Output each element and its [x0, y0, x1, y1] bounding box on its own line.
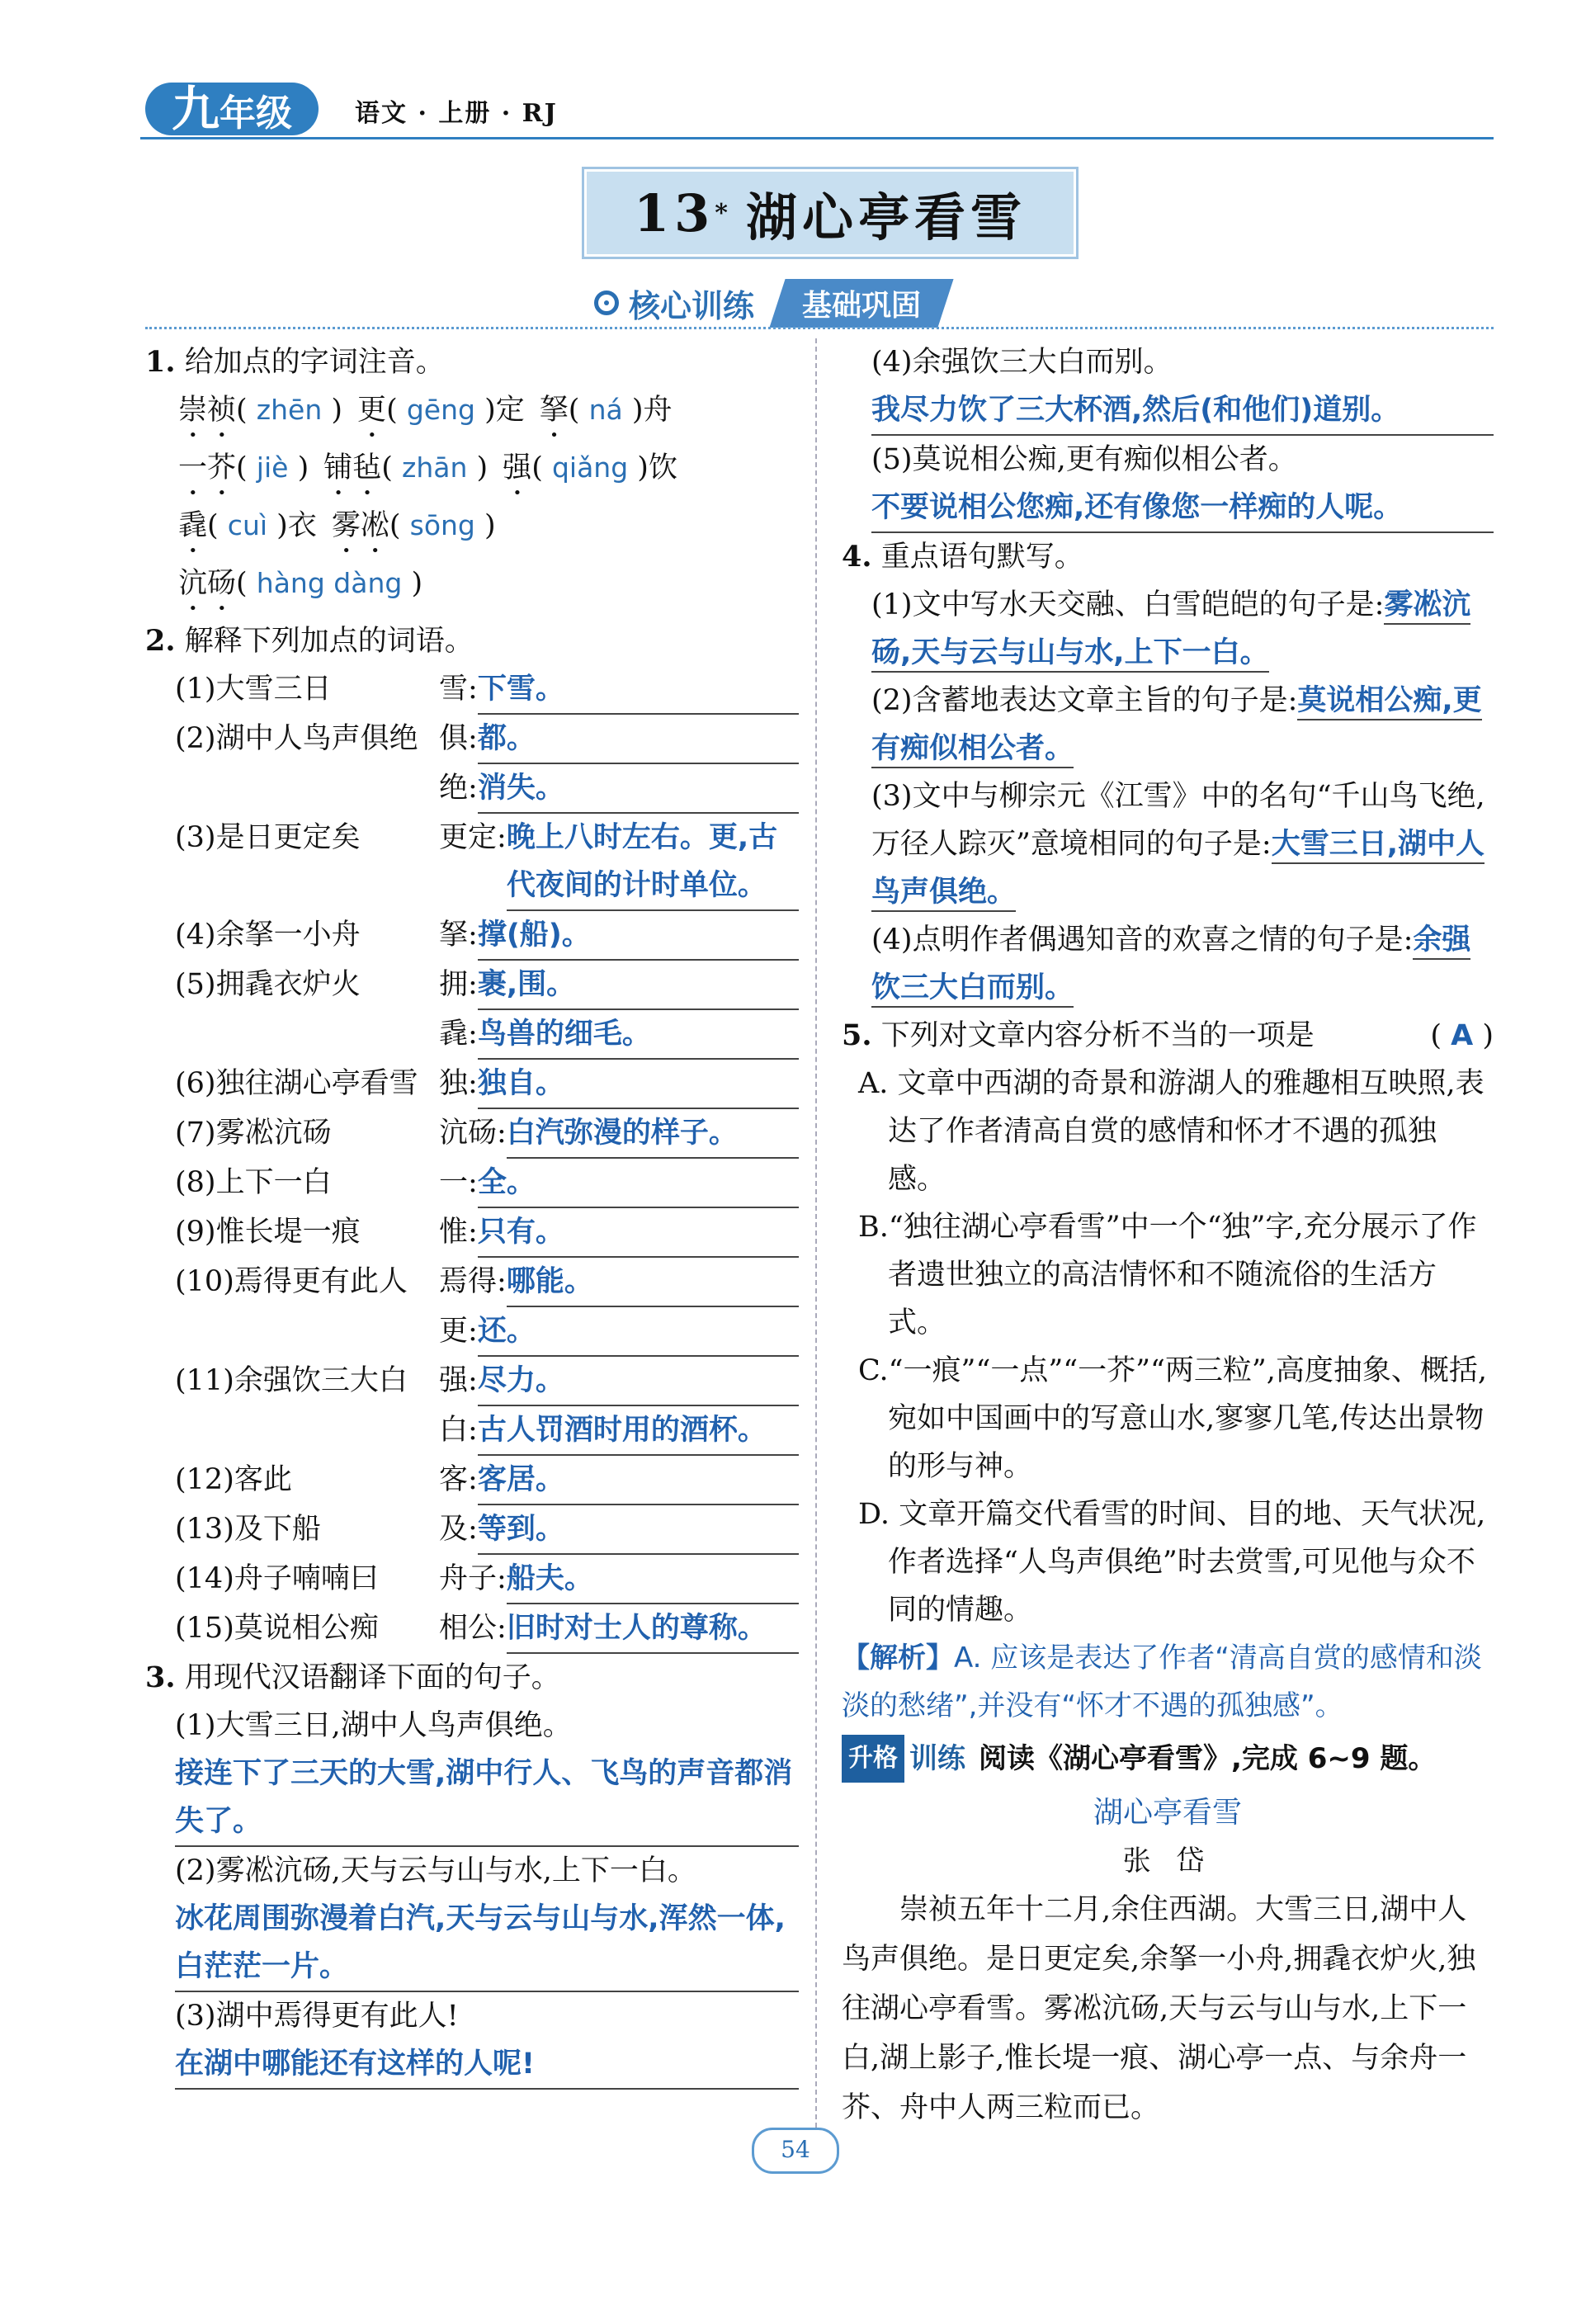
question-stem: 解释下列加点的词语。	[184, 625, 474, 658]
definition-answer: 下雪。	[478, 665, 799, 715]
definition-key: 及	[439, 1513, 469, 1546]
dictation-item	[842, 581, 1494, 677]
definition-phrase: (1)大雪三日	[175, 673, 332, 706]
pinyin-answer: zhān	[402, 451, 468, 484]
pinyin-answer: cuì	[227, 509, 268, 541]
definition-row: 绝 : 消失。	[145, 764, 799, 814]
target-icon	[594, 290, 619, 315]
definition-row: 毳 : 鸟兽的细毛。	[145, 1010, 799, 1060]
definition-key: 雪	[439, 673, 469, 706]
right-column	[842, 338, 1494, 2133]
basic-tag-text: 基础巩固	[802, 288, 922, 323]
dictation-prompt: (2)含蓄地表达文章主旨的句子是:	[871, 684, 1298, 717]
definition-key: 更	[439, 1315, 469, 1348]
definition-phrase: (5)拥毳衣炉火	[175, 968, 361, 1001]
source-sentence: (2)雾凇沆砀,天与云与山与水,上下一白。	[175, 1854, 696, 1887]
pinyin-item: 强( qiǎng )饮	[503, 451, 677, 484]
definition-answer: 等到。	[478, 1505, 799, 1555]
word: 一芥	[178, 451, 237, 484]
question-number: 2.	[145, 624, 176, 658]
extended-label: 训练	[909, 1742, 965, 1775]
definition-row: (5)拥毳衣炉火 拥 : 裹,围。	[145, 961, 799, 1010]
pinyin-row	[145, 386, 799, 444]
extended-training-header	[842, 1735, 1494, 1783]
definition-phrase: (14)舟子喃喃曰	[175, 1562, 379, 1595]
definition-answer: 裹,围。	[478, 961, 799, 1010]
word: 毳	[178, 509, 208, 542]
pinyin-answer: gēng	[406, 394, 475, 426]
pinyin-item: 沆砀( hàng dàng )	[178, 567, 423, 600]
choice-answer-letter: A	[1451, 1019, 1474, 1052]
definition-key: 惟	[439, 1216, 469, 1249]
translation-answer: 在湖中哪能还有这样的人呢!	[175, 2040, 799, 2090]
source-sentence: (3)湖中焉得更有此人!	[175, 2000, 459, 2033]
page-number: 54	[752, 2128, 839, 2174]
definition-phrase: (3)是日更定矣	[175, 821, 361, 854]
reading-title: 湖心亭看雪	[1093, 1796, 1242, 1830]
reading-author: 张 岱	[1122, 1845, 1213, 1878]
question-stem: 重点语句默写。	[880, 541, 1083, 574]
pinyin-item: 铺毡( zhān )	[323, 451, 489, 484]
question-number: 3.	[145, 1660, 176, 1694]
word-tail: 舟	[643, 394, 673, 427]
word-tail: 饮	[648, 451, 677, 484]
definition-row: 更 : 还。	[145, 1307, 799, 1357]
definition-key: 一	[439, 1166, 469, 1199]
definition-row: (9)惟长堤一痕 惟 : 只有。	[145, 1208, 799, 1258]
definition-row: (2)湖中人鸟声俱绝 俱 : 都。	[145, 715, 799, 764]
definition-answer: 还。	[478, 1307, 799, 1357]
definition-key: 更定	[439, 821, 498, 854]
choice-answer: ( A )	[1430, 1019, 1494, 1052]
source-sentence: (5)莫说相公痴,更有痴似相公者。	[871, 443, 1297, 476]
section-header	[594, 279, 946, 327]
dictation-prompt: (1)文中写水天交融、白雪皑皑的句子是:	[871, 588, 1385, 621]
definition-key: 沆砀	[439, 1117, 498, 1150]
definition-row: (13)及下船 及 : 等到。	[145, 1505, 799, 1555]
definition-phrase: (15)莫说相公痴	[175, 1612, 379, 1645]
definition-phrase	[145, 1406, 439, 1456]
pinyin-item: 崇祯( zhēn )	[178, 394, 343, 427]
analysis-text: A. 应该是表达了作者“清高自赏的感情和淡淡的愁绪”,并没有“怀才不遇的孤独感”。	[842, 1641, 1482, 1722]
definition-answer: 撑(船)。	[478, 911, 799, 961]
definition-answer: 独自。	[478, 1060, 799, 1109]
word: 沆砀	[178, 567, 237, 600]
analysis-tag: 【解析】	[842, 1641, 954, 1675]
option-c: C.“一痕”“一点”“一芥”“两三粒”,高度抽象、概括,宛如中国画中的写意山水,寥寥几笔,传达出景物的形与神。	[858, 1354, 1488, 1483]
word-tail: 定	[495, 394, 525, 427]
definition-answer: 哪能。	[507, 1258, 799, 1307]
pinyin-item: 毳( cuì )衣	[178, 509, 317, 542]
translation-item	[145, 1847, 799, 1992]
source-sentence: (4)余强饮三大白而别。	[871, 346, 1173, 379]
section-divider	[145, 327, 1494, 329]
definition-answer: 尽力。	[478, 1357, 799, 1406]
pinyin-answer: jiè	[256, 451, 289, 484]
question-2	[145, 617, 799, 665]
definition-answer: 白汽弥漫的样子。	[507, 1109, 799, 1159]
definition-key: 绝	[439, 772, 469, 805]
extended-instruction: 阅读《湖心亭看雪》,完成 6~9 题。	[979, 1742, 1437, 1775]
question-5	[842, 1012, 1494, 1060]
definition-phrase	[145, 764, 439, 814]
pinyin-item: 更( gēng )定	[357, 394, 525, 427]
pinyin-answer: zhēn	[256, 394, 323, 426]
grade-badge	[145, 83, 319, 135]
definition-phrase: (4)余拏一小舟	[175, 919, 361, 952]
question-number: 1.	[145, 345, 176, 379]
definition-answer: 船夫。	[507, 1555, 799, 1604]
word: 雾凇	[331, 509, 389, 542]
word: 铺毡	[323, 451, 382, 484]
header-rule	[140, 137, 1494, 139]
definition-row: 白 : 古人罚酒时用的酒杯。	[145, 1406, 799, 1456]
definition-row: (10)焉得更有此人 焉得 : 哪能。	[145, 1258, 799, 1307]
pinyin-answer: qiǎng	[551, 451, 629, 484]
definition-row: (8)上下一白 一 : 全。	[145, 1159, 799, 1208]
question-4	[842, 533, 1494, 581]
definition-key: 舟子	[439, 1562, 498, 1595]
left-column	[145, 338, 799, 2090]
core-training-label	[594, 281, 754, 326]
reading-text: 崇祯五年十二月,余住西湖。大雪三日,湖中人鸟声俱绝。是日更定矣,余拏一小舟,拥毳衣炉火,独往湖心亭看雪。雾凇沆砀,天与云与山与水,上下一白,湖上影子,惟长堤一痕、湖心亭一点、与余舟一芥、舟中人两三粒而已。	[842, 1893, 1476, 2124]
definition-answer: 旧时对士人的尊称。	[507, 1604, 799, 1654]
definition-answer: 消失。	[478, 764, 799, 814]
dictation-prompt: (4)点明作者偶遇知音的欢喜之情的句子是:	[871, 923, 1414, 957]
question-stem: 下列对文章内容分析不当的一项是	[880, 1019, 1315, 1052]
definition-row: (14)舟子喃喃曰 舟子 : 船夫。	[145, 1555, 799, 1604]
source-sentence: (1)大雪三日,湖中人鸟声俱绝。	[175, 1709, 572, 1742]
definition-phrase: (8)上下一白	[175, 1166, 332, 1199]
translation-answer: 冰花周围弥漫着白汽,天与云与山与水,浑然一体,白茫茫一片。	[175, 1895, 799, 1992]
grade-big: 九	[171, 81, 219, 137]
column-divider	[815, 338, 817, 2128]
pinyin-answer: ná	[588, 394, 623, 426]
definition-phrase: (11)余强饮三大白	[175, 1364, 408, 1397]
definition-phrase: (2)湖中人鸟声俱绝	[175, 722, 418, 755]
pinyin-answer: hàng dàng	[256, 567, 403, 599]
basic-tag	[769, 279, 953, 328]
pinyin-row	[145, 502, 799, 560]
question-number: 5.	[842, 1018, 872, 1052]
translation-item	[145, 1992, 799, 2090]
definition-key: 俱	[439, 722, 469, 755]
definition-row: (7)雾凇沆砀 沆砀 : 白汽弥漫的样子。	[145, 1109, 799, 1159]
extended-box: 升格	[842, 1735, 904, 1783]
dictation-answer: 雾凇沆砀,天与云与山与水,上下一白。	[871, 588, 1470, 673]
definition-key: 客	[439, 1463, 469, 1496]
definition-row: (11)余强饮三大白 强 : 尽力。	[145, 1357, 799, 1406]
grade-rest: 年级	[219, 92, 292, 135]
definition-phrase	[145, 1010, 439, 1060]
definition-phrase: (9)惟长堤一痕	[175, 1216, 361, 1249]
definition-row: (4)余拏一小舟 拏 : 撑(船)。	[145, 911, 799, 961]
word: 崇祯	[178, 394, 237, 427]
pinyin-item: 雾凇( sōng )	[331, 509, 496, 542]
lesson-title	[584, 169, 1076, 257]
dictation-answer: 大雪三日,湖中人鸟声俱绝。	[871, 828, 1485, 912]
pinyin-answer: sōng	[409, 509, 475, 541]
dictation-item	[842, 677, 1494, 772]
pinyin-row	[145, 444, 799, 502]
definition-phrase: (13)及下船	[175, 1513, 321, 1546]
definition-list	[145, 665, 799, 1654]
definition-answer: 只有。	[478, 1208, 799, 1258]
analysis	[842, 1634, 1494, 1730]
pinyin-item: 一芥( jiè )	[178, 451, 309, 484]
dictation-answer: 莫说相公痴,更有痴似相公者。	[871, 684, 1482, 768]
subject-label: 语文 · 上册 · RJ	[355, 99, 558, 128]
definition-phrase	[145, 1307, 439, 1357]
definition-phrase: (12)客此	[175, 1463, 292, 1496]
definition-key: 独	[439, 1067, 469, 1100]
definition-row: (3)是日更定矣 更定 : 晚上八时左右。更,古代夜间的计时单位。	[145, 814, 799, 911]
definition-row: (12)客此 客 : 客居。	[145, 1456, 799, 1505]
question-1	[145, 338, 799, 386]
lesson-star: *	[715, 198, 733, 228]
word: 拏	[539, 394, 569, 427]
definition-key: 拥	[439, 968, 469, 1001]
lesson-number: 13	[634, 182, 715, 243]
definition-key: 白	[439, 1414, 469, 1447]
dictation-item	[842, 772, 1494, 916]
translation-item	[842, 338, 1494, 436]
option-b: B.“独往湖心亭看雪”中一个“独”字,充分展示了作者遗世独立的高洁情怀和不随流俗的生活方式。	[858, 1211, 1477, 1339]
definition-answer: 晚上八时左右。更,古代夜间的计时单位。	[507, 814, 799, 911]
word: 更	[357, 394, 387, 427]
translation-answer: 不要说相公您痴,还有像您一样痴的人呢。	[871, 484, 1494, 533]
definition-key: 强	[439, 1364, 469, 1397]
word: 强	[503, 451, 532, 484]
question-number: 4.	[842, 540, 872, 574]
question-3	[145, 1654, 799, 1702]
definition-phrase: (6)独往湖心亭看雪	[175, 1067, 418, 1100]
definition-row: (6)独往湖心亭看雪 独 : 独自。	[145, 1060, 799, 1109]
definition-phrase: (7)雾凇沆砀	[175, 1117, 332, 1150]
translation-item	[842, 436, 1494, 533]
definition-answer: 都。	[478, 715, 799, 764]
definition-row: (1)大雪三日 雪 : 下雪。	[145, 665, 799, 715]
question-stem: 给加点的字词注音。	[184, 346, 445, 379]
definition-key: 拏	[439, 919, 469, 952]
pinyin-row	[145, 560, 799, 617]
definition-answer: 客居。	[478, 1456, 799, 1505]
definition-phrase: (10)焉得更有此人	[175, 1265, 408, 1298]
definition-key: 焉得	[439, 1265, 498, 1298]
dictation-prompt: (3)文中与柳宗元《江雪》中的名句“千山鸟飞绝,万径人踪灭”意境相同的句子是:	[871, 780, 1485, 861]
definition-row: (15)莫说相公痴 相公 : 旧时对士人的尊称。	[145, 1604, 799, 1654]
definition-answer: 鸟兽的细毛。	[478, 1010, 799, 1060]
definition-answer: 古人罚酒时用的酒杯。	[478, 1406, 799, 1456]
question-stem: 用现代汉语翻译下面的句子。	[184, 1661, 560, 1694]
translation-item	[145, 1702, 799, 1847]
definition-answer: 全。	[478, 1159, 799, 1208]
word-tail: 衣	[287, 509, 317, 542]
translation-answer: 我尽力饮了三大杯酒,然后(和他们)道别。	[871, 386, 1494, 436]
option-a: A. 文章中西湖的奇景和游湖人的雅趣相互映照,表达了作者清高自赏的感情和怀才不遇的孤独感。	[858, 1067, 1485, 1196]
core-training-text: 核心训练	[629, 287, 755, 324]
option-d: D. 文章开篇交代看雪的时间、目的地、天气状况,作者选择“人鸟声俱绝”时去赏雪,可见他与众不同的情趣。	[858, 1498, 1486, 1627]
pinyin-item: 拏( ná )舟	[539, 394, 673, 427]
lesson-title-text: 湖心亭看雪	[745, 187, 1027, 248]
definition-key: 毳	[439, 1018, 469, 1051]
dictation-answer: 余强饮三大白而别。	[871, 923, 1470, 1008]
dictation-item	[842, 916, 1494, 1012]
definition-key: 相公	[439, 1612, 498, 1645]
translation-answer: 接连下了三天的大雪,湖中行人、飞鸟的声音都消失了。	[175, 1750, 799, 1847]
